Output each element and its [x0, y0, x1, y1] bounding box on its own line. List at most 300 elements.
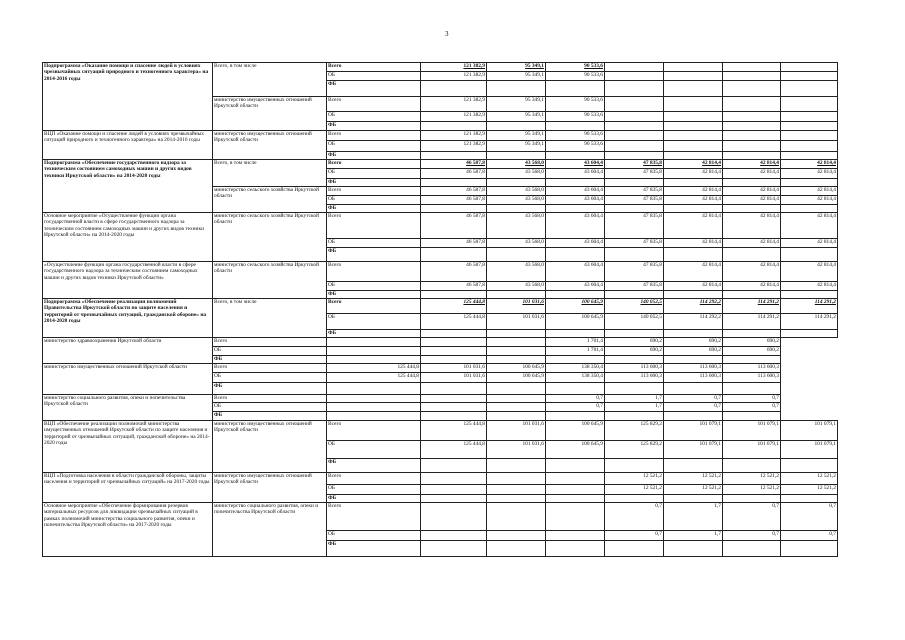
amount-cell: 1,7: [605, 403, 664, 412]
program-name-cell: Основное мероприятие «Осуществление функции органа государственной власти в сфере государственного надзора за техническим состоянием самоходных машин и других видов техники Иркутской области» на 2014-2020 годы: [43, 213, 213, 262]
funding-source-cell: ОБ: [327, 141, 421, 152]
executor-cell: Всего, в том числе: [213, 299, 327, 338]
amount-cell: 12 521,2: [723, 473, 781, 485]
amount-cell: [487, 459, 546, 473]
table-row: [43, 160, 838, 169]
amount-cell: 95 349,1: [487, 97, 546, 112]
amount-cell: 42 814,4: [664, 213, 723, 239]
table-row: [43, 338, 838, 347]
amount-cell: [605, 141, 664, 152]
amount-cell: [781, 141, 838, 152]
amount-cell: [723, 141, 781, 152]
amount-cell: 42 814,4: [723, 239, 781, 248]
amount-cell: 42 814,4: [781, 169, 838, 179]
amount-cell: [546, 152, 605, 160]
amount-cell: [723, 459, 781, 473]
amount-cell: 43 568,0: [487, 282, 546, 291]
amount-cell: 140 052,5: [605, 299, 664, 314]
amount-cell: 46 587,8: [421, 187, 487, 196]
funding-source-cell: ФБ: [327, 330, 421, 338]
amount-cell: 101 031,6: [421, 373, 487, 383]
page-number: 3: [445, 30, 449, 38]
amount-cell: [487, 330, 546, 338]
amount-cell: 101 079,1: [664, 421, 723, 441]
funding-source-cell: Всего: [327, 262, 421, 282]
amount-cell: 0,7: [546, 403, 605, 412]
amount-cell: 90 533,6: [546, 112, 605, 122]
funding-source-cell: Всего: [327, 131, 421, 141]
amount-cell: [546, 485, 605, 495]
funding-source-cell: Всего: [213, 338, 327, 347]
amount-cell: [723, 412, 781, 421]
amount-cell: 43 604,4: [546, 169, 605, 179]
amount-cell: [327, 412, 421, 421]
amount-cell: [487, 81, 546, 97]
amount-cell: 125 829,2: [605, 441, 664, 459]
amount-cell: 42 814,4: [781, 196, 838, 205]
funding-source-cell: ФБ: [327, 541, 421, 557]
amount-cell: [605, 356, 664, 364]
amount-cell: 140 052,5: [605, 314, 664, 330]
amount-cell: [487, 338, 546, 347]
funding-source-cell: ФБ: [213, 356, 327, 364]
amount-cell: [723, 179, 781, 187]
amount-cell: 47 835,8: [605, 160, 664, 169]
amount-cell: [664, 291, 723, 299]
amount-cell: [546, 330, 605, 338]
amount-cell: [487, 205, 546, 213]
table-row: [43, 473, 838, 485]
amount-cell: [487, 541, 546, 557]
amount-cell: 90 533,6: [546, 131, 605, 141]
amount-cell: 121 382,9: [421, 63, 487, 72]
amount-cell: 113 600,3: [605, 373, 664, 383]
amount-cell: 42 814,4: [723, 282, 781, 291]
funding-source-cell: ОБ: [327, 72, 421, 81]
amount-cell: 690,2: [664, 347, 723, 356]
amount-cell: 101 079,1: [723, 441, 781, 459]
amount-cell: [546, 179, 605, 187]
executor-cell: министерство имущественных отношений Иркутской области: [213, 421, 327, 473]
program-name-cell: Основное мероприятие «Обеспечение формирования резервов материальных ресурсов для ликвидации чрезвычайных ситуаций в рамках полномочий министерства социального развития, опеки и попечительства Иркутской области» на 2017-2020 годы: [43, 503, 213, 557]
amount-cell: 690,2: [605, 347, 664, 356]
table-row: [43, 131, 838, 141]
amount-cell: [421, 291, 487, 299]
amount-cell: 138 350,4: [546, 364, 605, 373]
amount-cell: [605, 152, 664, 160]
amount-cell: [781, 63, 838, 72]
amount-cell: 42 814,4: [781, 160, 838, 169]
amount-cell: [664, 383, 723, 395]
amount-cell: [421, 541, 487, 557]
amount-cell: 43 604,4: [546, 187, 605, 196]
amount-cell: [664, 248, 723, 262]
amount-cell: 121 382,9: [421, 97, 487, 112]
executor-cell: министерство имущественных отношений Иркутской области: [213, 473, 327, 503]
amount-cell: 113 600,3: [664, 364, 723, 373]
amount-cell: 101 079,1: [723, 421, 781, 441]
funding-source-cell: ОБ: [327, 282, 421, 291]
amount-cell: 47 835,8: [605, 169, 664, 179]
amount-cell: 46 587,8: [421, 282, 487, 291]
amount-cell: [546, 291, 605, 299]
amount-cell: [546, 459, 605, 473]
amount-cell: [664, 205, 723, 213]
amount-cell: [327, 347, 421, 356]
amount-cell: 42 814,4: [781, 213, 838, 239]
amount-cell: [421, 338, 487, 347]
amount-cell: [781, 122, 838, 131]
table-row: [43, 63, 838, 72]
amount-cell: 125 829,2: [605, 421, 664, 441]
executor-cell: министерство имущественных отношений Иркутской области: [213, 97, 327, 131]
amount-cell: [487, 495, 546, 503]
program-name-cell: ВЦП «Подготовка населения в области гражданской обороны, защиты населения и территорий от чрезвычайных ситуаций» на 2017-2020 годы: [43, 473, 213, 503]
amount-cell: 42 814,4: [723, 187, 781, 196]
funding-source-cell: ОБ: [327, 314, 421, 330]
executor-cell: министерство социального развития, опеки и попечительства Иркутской области: [213, 503, 327, 557]
amount-cell: [605, 97, 664, 112]
table-row: [43, 364, 838, 373]
executor-cell: Всего, в том числе: [213, 160, 327, 187]
funding-source-cell: Всего: [213, 395, 327, 403]
amount-cell: [421, 248, 487, 262]
funding-source-cell: Всего: [327, 63, 421, 72]
amount-cell: 42 814,4: [781, 187, 838, 196]
amount-cell: [487, 152, 546, 160]
executor-cell: министерство социального развития, опеки и попечительства Иркутской области: [43, 395, 213, 421]
amount-cell: 121 382,9: [421, 112, 487, 122]
amount-cell: [781, 541, 838, 557]
amount-cell: [781, 112, 838, 122]
amount-cell: 125 444,8: [421, 441, 487, 459]
amount-cell: [421, 459, 487, 473]
amount-cell: 95 349,1: [487, 131, 546, 141]
amount-cell: [421, 403, 487, 412]
funding-source-cell: ФБ: [327, 495, 421, 503]
table-row: [43, 299, 838, 314]
amount-cell: 46 587,8: [421, 160, 487, 169]
amount-cell: 125 444,8: [421, 314, 487, 330]
amount-cell: [421, 347, 487, 356]
amount-cell: [546, 248, 605, 262]
funding-source-cell: ФБ: [327, 122, 421, 131]
amount-cell: 42 814,4: [781, 239, 838, 248]
amount-cell: 42 814,4: [664, 262, 723, 282]
amount-cell: [781, 97, 838, 112]
amount-cell: [781, 495, 838, 503]
amount-cell: 47 835,8: [605, 239, 664, 248]
amount-cell: [781, 81, 838, 97]
amount-cell: [327, 383, 421, 395]
amount-cell: [546, 541, 605, 557]
amount-cell: 42 814,4: [723, 262, 781, 282]
amount-cell: 42 814,4: [781, 262, 838, 282]
amount-cell: 47 835,8: [605, 262, 664, 282]
funding-source-cell: ФБ: [327, 248, 421, 262]
amount-cell: [487, 395, 546, 403]
amount-cell: [487, 248, 546, 262]
amount-cell: [723, 383, 781, 395]
amount-cell: [605, 248, 664, 262]
program-name-cell: «Осуществление функции органа государственной власти в сфере государственного надзора за техническим состоянием самоходных машин и других видов техники Иркутской области»: [43, 262, 213, 299]
funding-source-cell: ОБ: [327, 112, 421, 122]
amount-cell: [421, 81, 487, 97]
funding-source-cell: ФБ: [213, 383, 327, 395]
amount-cell: [664, 81, 723, 97]
amount-cell: [723, 152, 781, 160]
amount-cell: 0,7: [605, 503, 664, 531]
funding-source-cell: Всего: [327, 213, 421, 239]
amount-cell: [664, 122, 723, 131]
funding-source-cell: Всего: [327, 473, 421, 485]
amount-cell: [327, 403, 421, 412]
amount-cell: 95 349,1: [487, 141, 546, 152]
amount-cell: 42 814,4: [664, 239, 723, 248]
amount-cell: [605, 541, 664, 557]
amount-cell: [421, 395, 487, 403]
amount-cell: 43 568,0: [487, 160, 546, 169]
amount-cell: 101 079,1: [781, 441, 838, 459]
amount-cell: [605, 122, 664, 131]
funding-source-cell: ФБ: [327, 291, 421, 299]
amount-cell: [605, 459, 664, 473]
amount-cell: [546, 495, 605, 503]
amount-cell: 0,7: [723, 395, 781, 403]
executor-cell: министерство здравоохранения Иркутской области: [43, 338, 213, 364]
amount-cell: 125 444,8: [421, 421, 487, 441]
amount-cell: 125 444,8: [327, 373, 421, 383]
amount-cell: 113 600,3: [664, 373, 723, 383]
amount-cell: [327, 395, 421, 403]
amount-cell: 12 521,2: [781, 473, 838, 485]
amount-cell: 46 587,8: [421, 213, 487, 239]
amount-cell: [723, 291, 781, 299]
program-name-cell: Подпрограмма «Оказание помощи и спасение людей в условиях чрезвычайных ситуаций природного и техногенного характера» на 2014-2016 годы: [43, 63, 213, 131]
amount-cell: [781, 291, 838, 299]
amount-cell: [546, 205, 605, 213]
amount-cell: 0,7: [723, 403, 781, 412]
amount-cell: [723, 495, 781, 503]
funding-source-cell: Всего: [327, 503, 421, 531]
table-row: [43, 262, 838, 282]
amount-cell: [605, 179, 664, 187]
amount-cell: [664, 356, 723, 364]
amount-cell: [546, 503, 605, 531]
amount-cell: [421, 330, 487, 338]
amount-cell: [546, 356, 605, 364]
amount-cell: 100 645,9: [546, 314, 605, 330]
amount-cell: 46 587,8: [421, 262, 487, 282]
budget-table: [42, 62, 838, 557]
executor-cell: министерство сельского хозяйства Иркутской области: [213, 262, 327, 299]
funding-source-cell: ОБ: [327, 531, 421, 541]
amount-cell: 42 814,4: [664, 187, 723, 196]
amount-cell: 12 521,2: [664, 485, 723, 495]
amount-cell: [781, 330, 838, 338]
amount-cell: 95 349,1: [487, 112, 546, 122]
amount-cell: [781, 152, 838, 160]
amount-cell: [487, 179, 546, 187]
amount-cell: [487, 412, 546, 421]
amount-cell: 43 568,0: [487, 169, 546, 179]
amount-cell: [487, 356, 546, 364]
amount-cell: 43 604,4: [546, 262, 605, 282]
amount-cell: [605, 131, 664, 141]
amount-cell: [546, 81, 605, 97]
amount-cell: 43 604,4: [546, 213, 605, 239]
table-row: [43, 503, 838, 531]
executor-cell: министерство сельского хозяйства Иркутской области: [213, 213, 327, 262]
amount-cell: 42 814,4: [664, 160, 723, 169]
funding-source-cell: ФБ: [327, 459, 421, 473]
amount-cell: 42 814,4: [723, 196, 781, 205]
amount-cell: [487, 531, 546, 541]
amount-cell: [723, 330, 781, 338]
amount-cell: 12 521,2: [605, 485, 664, 495]
amount-cell: 47 835,8: [605, 196, 664, 205]
amount-cell: [421, 495, 487, 503]
amount-cell: 47 835,8: [605, 282, 664, 291]
table-row: [43, 421, 838, 441]
amount-cell: 43 568,0: [487, 262, 546, 282]
amount-cell: 125 444,8: [327, 364, 421, 373]
amount-cell: 1 701,4: [546, 347, 605, 356]
amount-cell: [664, 131, 723, 141]
amount-cell: [546, 383, 605, 395]
amount-cell: [421, 531, 487, 541]
amount-cell: 101 031,6: [421, 364, 487, 373]
amount-cell: [605, 412, 664, 421]
amount-cell: [487, 485, 546, 495]
amount-cell: [723, 205, 781, 213]
amount-cell: 90 533,6: [546, 141, 605, 152]
amount-cell: [664, 330, 723, 338]
amount-cell: 43 568,0: [487, 239, 546, 248]
executor-cell: министерство сельского хозяйства Иркутской области: [213, 187, 327, 213]
amount-cell: [421, 152, 487, 160]
amount-cell: 113 600,3: [723, 364, 781, 373]
amount-cell: [421, 179, 487, 187]
executor-cell: министерство имущественных отношений Иркутской области: [213, 131, 327, 160]
funding-source-cell: ФБ: [327, 81, 421, 97]
amount-cell: [664, 97, 723, 112]
amount-cell: 47 835,8: [605, 213, 664, 239]
amount-cell: 43 568,0: [487, 187, 546, 196]
amount-cell: [664, 412, 723, 421]
amount-cell: [487, 473, 546, 485]
funding-source-cell: ОБ: [327, 239, 421, 248]
funding-source-cell: ФБ: [327, 205, 421, 213]
funding-source-cell: Всего: [327, 421, 421, 441]
amount-cell: 46 587,8: [421, 169, 487, 179]
amount-cell: 95 349,1: [487, 72, 546, 81]
amount-cell: [723, 63, 781, 72]
funding-source-cell: ОБ: [327, 196, 421, 205]
amount-cell: 125 444,8: [421, 299, 487, 314]
amount-cell: [664, 179, 723, 187]
amount-cell: 43 568,0: [487, 213, 546, 239]
amount-cell: [723, 248, 781, 262]
amount-cell: 0,7: [664, 395, 723, 403]
amount-cell: 95 349,1: [487, 63, 546, 72]
amount-cell: 690,2: [723, 338, 781, 347]
amount-cell: 0,7: [664, 403, 723, 412]
amount-cell: 101 031,6: [487, 421, 546, 441]
amount-cell: 43 568,0: [487, 196, 546, 205]
amount-cell: [723, 356, 781, 364]
amount-cell: [546, 531, 605, 541]
amount-cell: [664, 152, 723, 160]
amount-cell: 0,7: [723, 531, 781, 541]
amount-cell: [664, 141, 723, 152]
amount-cell: [421, 205, 487, 213]
amount-cell: 0,7: [723, 503, 781, 531]
amount-cell: [487, 383, 546, 395]
amount-cell: 90 533,6: [546, 72, 605, 81]
amount-cell: 121 382,9: [421, 72, 487, 81]
amount-cell: [781, 72, 838, 81]
amount-cell: [781, 205, 838, 213]
amount-cell: [605, 383, 664, 395]
program-name-cell: Подпрограмма «Обеспечение государственного надзора за техническим состоянием самоходных машин и других видов техники Иркутской области» на 2014-2020 годы: [43, 160, 213, 213]
amount-cell: 101 031,6: [487, 441, 546, 459]
funding-source-cell: ФБ: [327, 152, 421, 160]
amount-cell: [605, 81, 664, 97]
funding-source-cell: Всего: [327, 97, 421, 112]
amount-cell: 0,7: [781, 503, 838, 531]
amount-cell: 1,7: [664, 503, 723, 531]
amount-cell: [546, 473, 605, 485]
amount-cell: 100 645,9: [487, 373, 546, 383]
amount-cell: 1,7: [664, 531, 723, 541]
amount-cell: [605, 72, 664, 81]
amount-cell: [723, 541, 781, 557]
amount-cell: [421, 412, 487, 421]
amount-cell: [781, 248, 838, 262]
amount-cell: [487, 403, 546, 412]
amount-cell: 46 587,8: [421, 239, 487, 248]
amount-cell: [421, 473, 487, 485]
amount-cell: [421, 503, 487, 531]
amount-cell: 100 645,9: [487, 364, 546, 373]
amount-cell: 121 382,9: [421, 131, 487, 141]
amount-cell: 101 031,6: [487, 314, 546, 330]
amount-cell: 47 835,8: [605, 187, 664, 196]
amount-cell: 43 604,4: [546, 196, 605, 205]
funding-source-cell: ОБ: [327, 485, 421, 495]
amount-cell: 100 645,9: [546, 299, 605, 314]
amount-cell: [327, 356, 421, 364]
amount-cell: [664, 112, 723, 122]
amount-cell: [723, 122, 781, 131]
amount-cell: 42 814,4: [664, 282, 723, 291]
amount-cell: 114 292,2: [664, 314, 723, 330]
amount-cell: 101 079,1: [664, 441, 723, 459]
amount-cell: [605, 63, 664, 72]
amount-cell: 12 521,2: [723, 485, 781, 495]
amount-cell: [487, 291, 546, 299]
amount-cell: [421, 485, 487, 495]
amount-cell: 0,7: [605, 531, 664, 541]
amount-cell: [781, 459, 838, 473]
amount-cell: 114 291,2: [723, 314, 781, 330]
funding-source-cell: ФБ: [327, 179, 421, 187]
amount-cell: [605, 330, 664, 338]
amount-cell: 114 292,2: [664, 299, 723, 314]
amount-cell: 114 291,2: [781, 299, 838, 314]
amount-cell: 42 814,4: [723, 213, 781, 239]
